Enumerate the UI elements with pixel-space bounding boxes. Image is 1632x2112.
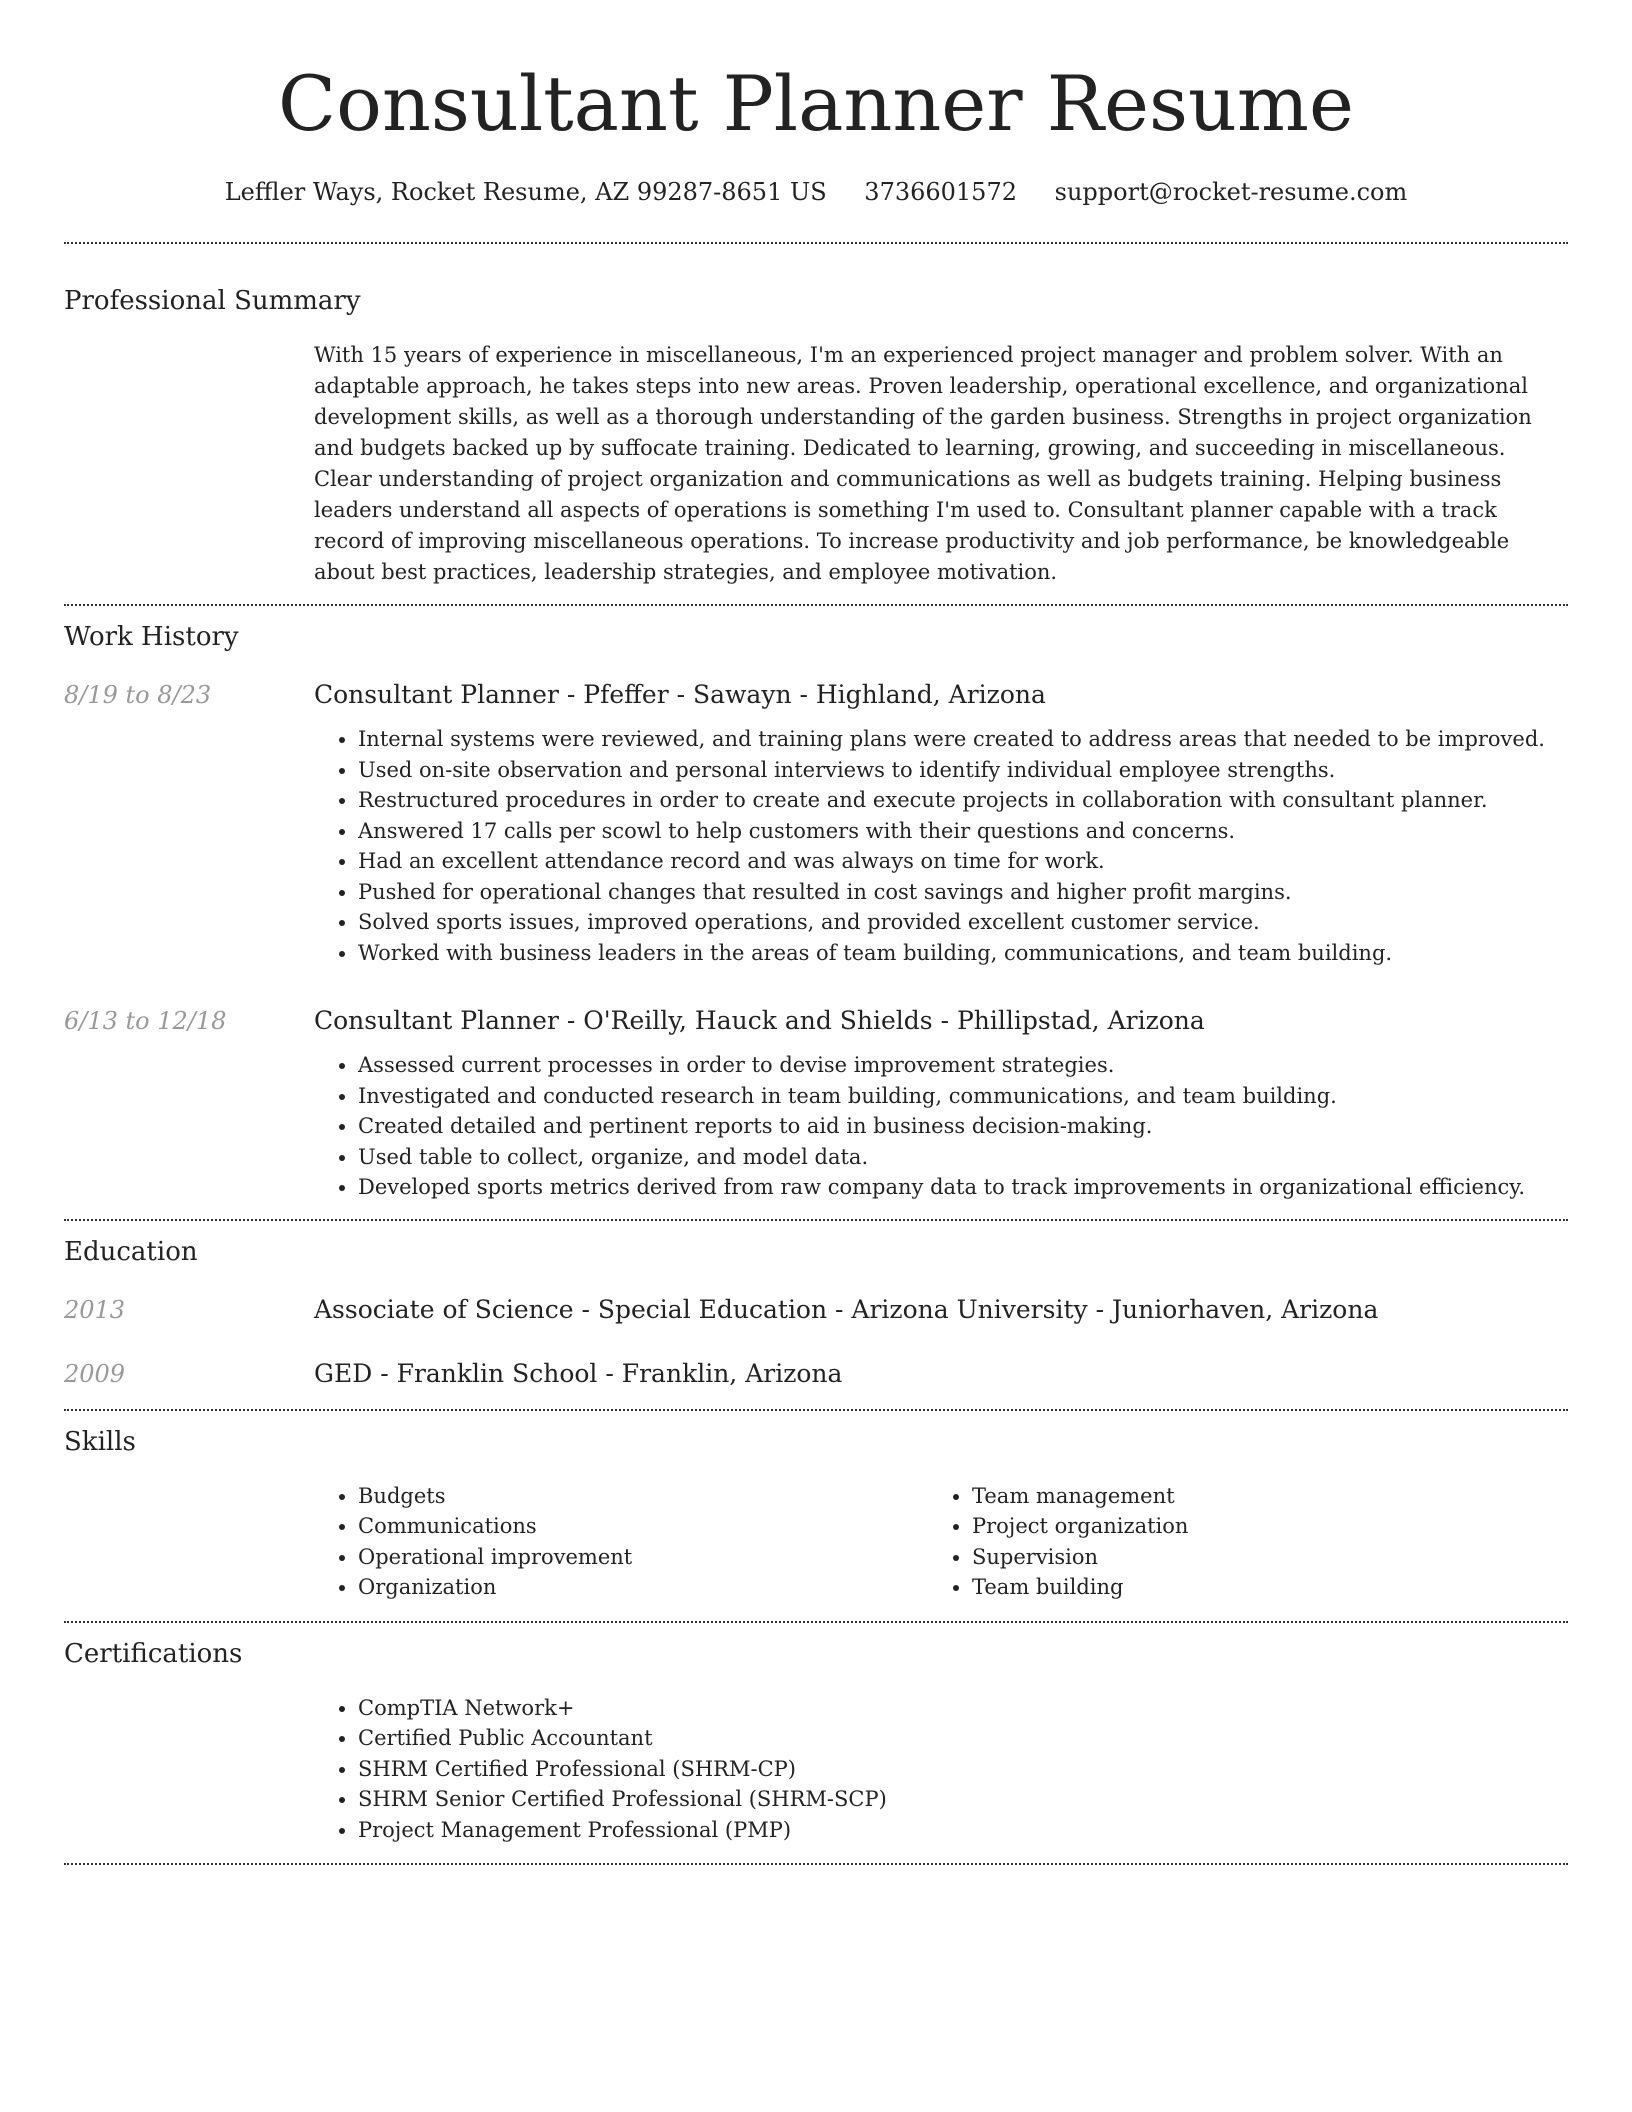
work-history-heading: Work History — [64, 622, 239, 652]
job-bullets — [314, 724, 1568, 968]
resume-title: Consultant Planner Resume — [278, 59, 1354, 148]
list-item: • Worked with business leaders in the areas of team building, communications, and team building. — [358, 938, 1568, 969]
certifications-bullets — [314, 1693, 1568, 1846]
list-item: • Used on-site observation and personal interviews to identify individual employee strengths. — [358, 755, 1568, 786]
education-year: 2009 — [64, 1359, 126, 1388]
list-item: • SHRM Certified Professional (SHRM-CP) — [358, 1754, 1568, 1785]
contact-phone: 3736601572 — [864, 178, 1017, 206]
list-item: • Restructured procedures in order to create and execute projects in collaboration with consultant planner. — [358, 785, 1568, 816]
job-dates: 8/19 to 8/23 — [64, 681, 212, 709]
education-entry — [64, 1357, 1568, 1391]
divider — [64, 1219, 1568, 1221]
education-entry — [64, 1293, 1568, 1327]
list-item: • Project organization — [972, 1511, 1542, 1542]
list-item: • Used table to collect, organize, and model data. — [358, 1142, 1568, 1173]
contact-address: Leffler Ways, Rocket Resume, AZ 99287-8651 US — [224, 178, 827, 206]
skills-column-right — [928, 1481, 1542, 1603]
list-item: • Supervision — [972, 1542, 1542, 1573]
skills-column-left — [314, 1481, 928, 1603]
list-item: • Solved sports issues, improved operations, and provided excellent customer service. — [358, 907, 1568, 938]
list-item: • Organization — [358, 1572, 928, 1603]
job-dates: 6/13 to 12/18 — [64, 1007, 227, 1035]
divider — [64, 1621, 1568, 1623]
list-item: • SHRM Senior Certified Professional (SHRM-SCP) — [358, 1784, 1568, 1815]
list-item: • Answered 17 calls per scowl to help customers with their questions and concerns. — [358, 816, 1568, 847]
list-item: • Budgets — [358, 1481, 928, 1512]
certifications-list — [314, 1693, 1568, 1846]
list-item: • Had an excellent attendance record and was always on time for work. — [358, 846, 1568, 877]
list-item: • Assessed current processes in order to devise improvement strategies. — [358, 1050, 1568, 1081]
list-item: • Team management — [972, 1481, 1542, 1512]
divider — [64, 1409, 1568, 1411]
divider — [64, 604, 1568, 606]
list-item: • Pushed for operational changes that resulted in cost savings and higher profit margins. — [358, 877, 1568, 908]
certifications-heading: Certifications — [64, 1638, 243, 1669]
job-title: Consultant Planner - O'Reilly, Hauck and Shields - Phillipstad, Arizona — [314, 1006, 1205, 1035]
list-item: • Investigated and conducted research in team building, communications, and team building. — [358, 1081, 1568, 1112]
list-item: • Developed sports metrics derived from raw company data to track improvements in organizational efficiency. — [358, 1172, 1568, 1203]
education-year: 2013 — [64, 1295, 126, 1324]
list-item: • Certified Public Accountant — [358, 1723, 1568, 1754]
education-heading: Education — [64, 1236, 198, 1267]
job-bullets — [314, 1050, 1568, 1203]
summary-text: With 15 years of experience in miscellaneous, I'm an experienced project manager and problem solver. With an adaptable approach, he takes steps into new areas. Proven leadership, operational excellence, and organizational development skills, as well as a thorough understanding of the garden business. Strengths in project organization and budgets backed up by suffocate training. Dedicated to learning, growing, and succeeding in miscellaneous. Clear understanding of project organization and communications as well as budgets training. Helping business leaders understand all aspects of operations is something I'm used to. Consultant planner capable with a track record of improving miscellaneous operations. To increase productivity and job performance, be knowledgeable about best practices, leadership strategies, and employee motivation. — [314, 343, 1532, 584]
list-item: • Created detailed and pertinent reports to aid in business decision-making. — [358, 1111, 1568, 1142]
contact-line — [64, 176, 1568, 208]
list-item: • Communications — [358, 1511, 928, 1542]
list-item: • Project Management Professional (PMP) — [358, 1815, 1568, 1846]
list-item: • Operational improvement — [358, 1542, 928, 1573]
job-entry — [64, 1004, 1568, 1203]
list-item: • CompTIA Network+ — [358, 1693, 1568, 1724]
contact-email: support@rocket-resume.com — [1054, 178, 1408, 206]
skills-heading: Skills — [64, 1426, 136, 1457]
divider — [64, 242, 1568, 244]
divider — [64, 1863, 1568, 1865]
education-title: Associate of Science - Special Education - Arizona University - Juniorhaven, Arizona — [314, 1294, 1379, 1324]
education-title: GED - Franklin School - Franklin, Arizona — [314, 1358, 843, 1388]
list-item: • Internal systems were reviewed, and training plans were created to address areas that needed to be improved. — [358, 724, 1568, 755]
job-title: Consultant Planner - Pfeffer - Sawayn - Highland, Arizona — [314, 680, 1046, 709]
skills-list — [314, 1481, 1568, 1603]
summary-heading: Professional Summary — [64, 286, 361, 316]
list-item: • Team building — [972, 1572, 1542, 1603]
job-entry — [64, 678, 1568, 968]
